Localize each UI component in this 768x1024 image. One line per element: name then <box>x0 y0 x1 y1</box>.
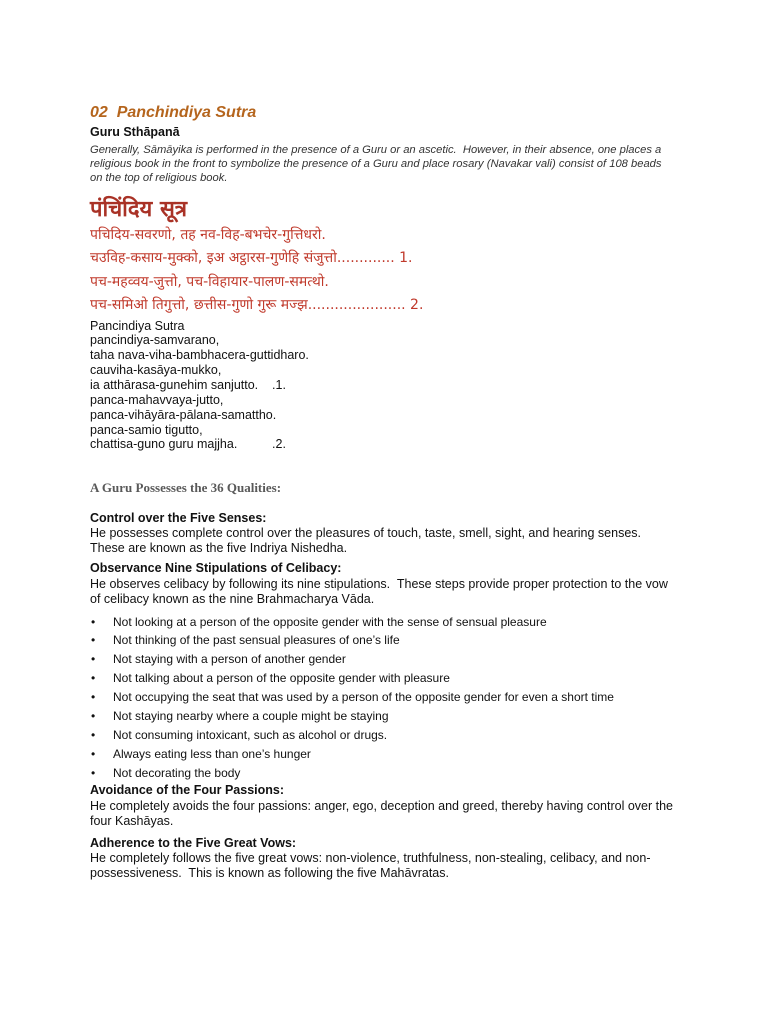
celibacy-text-line: He observes celibacy by following its nine stipulations. These steps provide proper protection to the vow <box>90 576 668 591</box>
transliteration-line: panca-samio tigutto, <box>90 422 203 437</box>
vows-text-line: possessiveness. This is known as following the five Mahāvratas. <box>90 865 449 880</box>
transliteration-line: pancindiya-samvarano, <box>90 333 220 348</box>
transliteration-line: panca-vihāyāra-pālana-samattho. <box>90 407 277 422</box>
senses-section <box>90 511 740 556</box>
passions-section <box>90 783 740 830</box>
paragraph-line: Generally, Sāmāyika is performed in the presence of a Guru or an ascetic. However, in their absence, one places a <box>90 144 662 156</box>
paragraph-line: on the top of religious book. <box>90 172 228 184</box>
senses-heading: Control over the Five Senses: <box>90 510 267 525</box>
guru-sthapana-paragraph <box>90 143 740 185</box>
sutra-verse-line: पच-महव्वय-जुत्तो, पच-विहायार-पालण-समत्थो. <box>90 273 329 290</box>
qualities-heading: A Guru Possesses the 36 Qualities: <box>90 480 282 495</box>
passions-text-line: four Kashāyas. <box>90 814 174 829</box>
stipulations-list <box>90 613 740 783</box>
paragraph-line: religious book in the front to symbolize the presence of a Guru and place rosary (Navakar vali) consist of 108 beads <box>90 158 662 170</box>
senses-text-line: These are known as the five Indriya Nishedha. <box>90 540 348 555</box>
list-item: • Not decorating the body <box>90 764 740 783</box>
transliteration-line: chattisa-guno guru majjha. .2. <box>90 437 286 452</box>
senses-text-line: He possesses complete control over the pleasures of touch, taste, smell, sight, and hearing senses. <box>90 525 641 540</box>
list-item: • Not staying nearby where a couple might be staying <box>90 707 740 726</box>
transliteration-line: Pancindiya Sutra <box>90 318 185 333</box>
sutra-title: पंचिंदिय सूत्र <box>90 197 187 222</box>
transliteration-line: cauviha-kasāya-mukko, <box>90 363 222 378</box>
list-item: • Always eating less than one’s hunger <box>90 745 740 764</box>
transliteration-block <box>90 319 740 453</box>
list-item: • Not staying with a person of another gender <box>90 650 740 669</box>
passions-text-line: He completely avoids the four passions: anger, ego, deception and greed, thereby having control over the <box>90 798 674 813</box>
transliteration-line: panca-mahavvaya-jutto, <box>90 392 224 407</box>
list-item: • Not occupying the seat that was used by a person of the opposite gender for even a short time <box>90 688 740 707</box>
sutra-verse-line: पच-समिओ तिगुत्तो, छत्तीस-गुणो गुरू मज्झ...................... 2. <box>90 297 424 314</box>
vows-section <box>90 836 740 881</box>
list-item: • Not thinking of the past sensual pleasures of one’s life <box>90 631 740 650</box>
list-item: • Not consuming intoxicant, such as alcohol or drugs. <box>90 726 740 745</box>
celibacy-section <box>90 561 740 608</box>
transliteration-line: ia atthārasa-gunehim sanjutto. .1. <box>90 377 286 392</box>
vows-text-line: He completely follows the five great vows: non-violence, truthfulness, non-stealing, celibacy, and non- <box>90 850 651 865</box>
celibacy-text-line: of celibacy known as the nine Brahmacharya Vāda. <box>90 592 375 607</box>
guru-sthapana-heading: Guru Sthāpanā <box>90 125 180 139</box>
list-item: • Not talking about a person of the opposite gender with pleasure <box>90 669 740 688</box>
sutra-verses <box>90 224 740 318</box>
passions-heading: Avoidance of the Four Passions: <box>90 783 285 798</box>
sutra-verse-line: पचिदिय-सवरणो, तह नव-विह-बभचेर-गुत्तिधरो. <box>90 227 326 243</box>
sutra-verse-line: चउविह-कसाय-मुक्को, इअ अट्ठारस-गुणेहि संजुत्तो............. 1. <box>90 250 413 267</box>
vows-heading: Adherence to the Five Great Vows: <box>90 835 297 850</box>
section-title: 02 Panchindiya Sutra <box>90 104 257 121</box>
list-item: • Not looking at a person of the opposite gender with the sense of sensual pleasure <box>90 613 740 632</box>
celibacy-heading: Observance Nine Stipulations of Celibacy: <box>90 561 342 576</box>
transliteration-line: taha nava-viha-bambhacera-guttidharo. <box>90 348 309 363</box>
